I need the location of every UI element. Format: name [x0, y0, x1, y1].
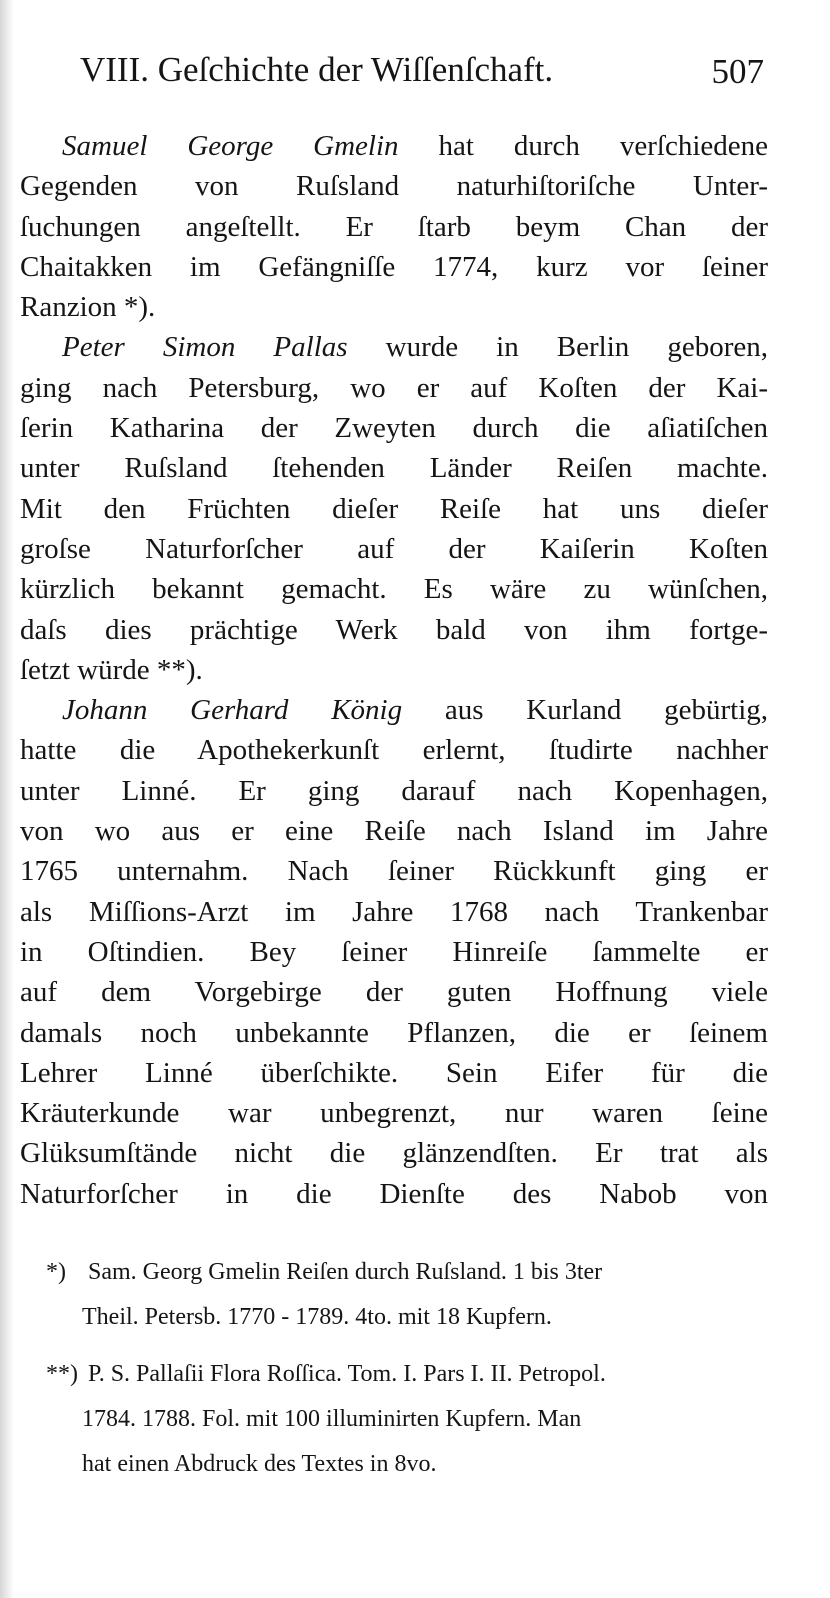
text-line: ging nach Petersburg, wo er auf Koſten der Kai-: [20, 371, 768, 404]
text-line: [20, 126, 768, 166]
text-line: unter Ruſsland ſtehenden Länder Reiſen machte.: [20, 452, 768, 485]
text-line: als Miſſions-Arzt im Jahre 1768 nach Trankenbar: [20, 895, 768, 928]
person-name: Samuel George Gmelin: [62, 130, 399, 162]
person-name: Peter Simon Pallas: [62, 331, 348, 364]
footnote-line: [46, 1352, 768, 1397]
person-name: Johann Gerhard König: [62, 694, 403, 727]
footnote-marker: **): [46, 1361, 78, 1387]
text-line: kürzlich bekannt gemacht. Es wäre zu wünſchen,: [20, 573, 768, 606]
text-line: Glüksumſtände nicht die glänzendſten. Er trat als: [20, 1137, 768, 1170]
text-line: [20, 327, 768, 367]
running-head: [80, 42, 770, 98]
footnote-line: 1784. 1788. Fol. mit 100 illuminirten Kupfern. Man: [82, 1406, 582, 1432]
footnote-line: [46, 1250, 768, 1295]
body-text: [20, 126, 768, 1214]
text-line: von wo aus er eine Reiſe nach Island im Jahre: [20, 815, 768, 848]
page-number: 507: [711, 52, 764, 91]
text-line: Chaitakken im Gefängniſſe 1774, kurz vor ſeiner: [20, 250, 768, 283]
text-line: ſerin Katharina der Zweyten durch die aſiatiſchen: [20, 412, 768, 445]
running-head-title: VIII. Geſchichte der Wiſſenſchaft.: [80, 50, 554, 89]
text-line: Lehrer Linné überſchikte. Sein Eifer für die: [20, 1056, 768, 1089]
text-line: groſse Naturforſcher auf der Kaiſerin Koſten: [20, 532, 768, 565]
line-text: hat durch verſchiedene: [398, 130, 768, 162]
footnote-text: P. S. Pallaſii Flora Roſſica. Tom. I. Pars I. II. Petropol.: [88, 1361, 606, 1387]
paragraph-pallas: [20, 327, 768, 690]
text-line: [20, 690, 768, 730]
text-line: Mit den Früchten dieſer Reiſe hat uns dieſer: [20, 492, 768, 525]
text-line: Kräuterkunde war unbegrenzt, nur waren ſeine: [20, 1097, 768, 1130]
footnote-marker: *): [46, 1259, 66, 1285]
footnote-line: hat einen Abdruck des Textes in 8vo.: [82, 1451, 437, 1477]
text-line: damals noch unbekannte Pflanzen, die er ſeinem: [20, 1016, 768, 1049]
paragraph-koenig: [20, 690, 768, 1214]
footnote-line: Theil. Petersb. 1770 - 1789. 4to. mit 18 Kupfern.: [82, 1304, 552, 1330]
paragraph-gmelin: [20, 126, 768, 327]
text-line: in Oſtindien. Bey ſeiner Hinreiſe ſammelte er: [20, 935, 768, 968]
text-line: hatte die Apothekerkunſt erlernt, ſtudirte nachher: [20, 734, 768, 767]
text-line: Naturforſcher in die Dienſte des Nabob von: [20, 1177, 768, 1210]
text-line: Ranzion *).: [20, 291, 156, 324]
text-line: 1765 unternahm. Nach ſeiner Rückkunft ging er: [20, 855, 768, 888]
text-line: ſetzt würde **).: [20, 653, 203, 686]
footnote-1: [46, 1250, 768, 1340]
footnote-text: Sam. Georg Gmelin Reiſen durch Ruſsland. 1 bis 3ter: [88, 1259, 603, 1285]
text-line: daſs dies prächtige Werk bald von ihm fortge-: [20, 613, 768, 646]
line-text: aus Kurland gebürtig,: [402, 694, 768, 727]
text-line: unter Linné. Er ging darauf nach Kopenhagen,: [20, 774, 768, 807]
text-line: Gegenden von Ruſsland naturhiſtoriſche Unter-: [20, 170, 768, 203]
text-line: auf dem Vorgebirge der guten Hoffnung viele: [20, 976, 768, 1009]
line-text: wurde in Berlin geboren,: [347, 331, 768, 364]
page-edge-shadow: [0, 0, 14, 1598]
footnotes: [46, 1250, 768, 1487]
text-line: ſuchungen angeſtellt. Er ſtarb beym Chan der: [20, 210, 768, 243]
footnote-2: [46, 1352, 768, 1487]
